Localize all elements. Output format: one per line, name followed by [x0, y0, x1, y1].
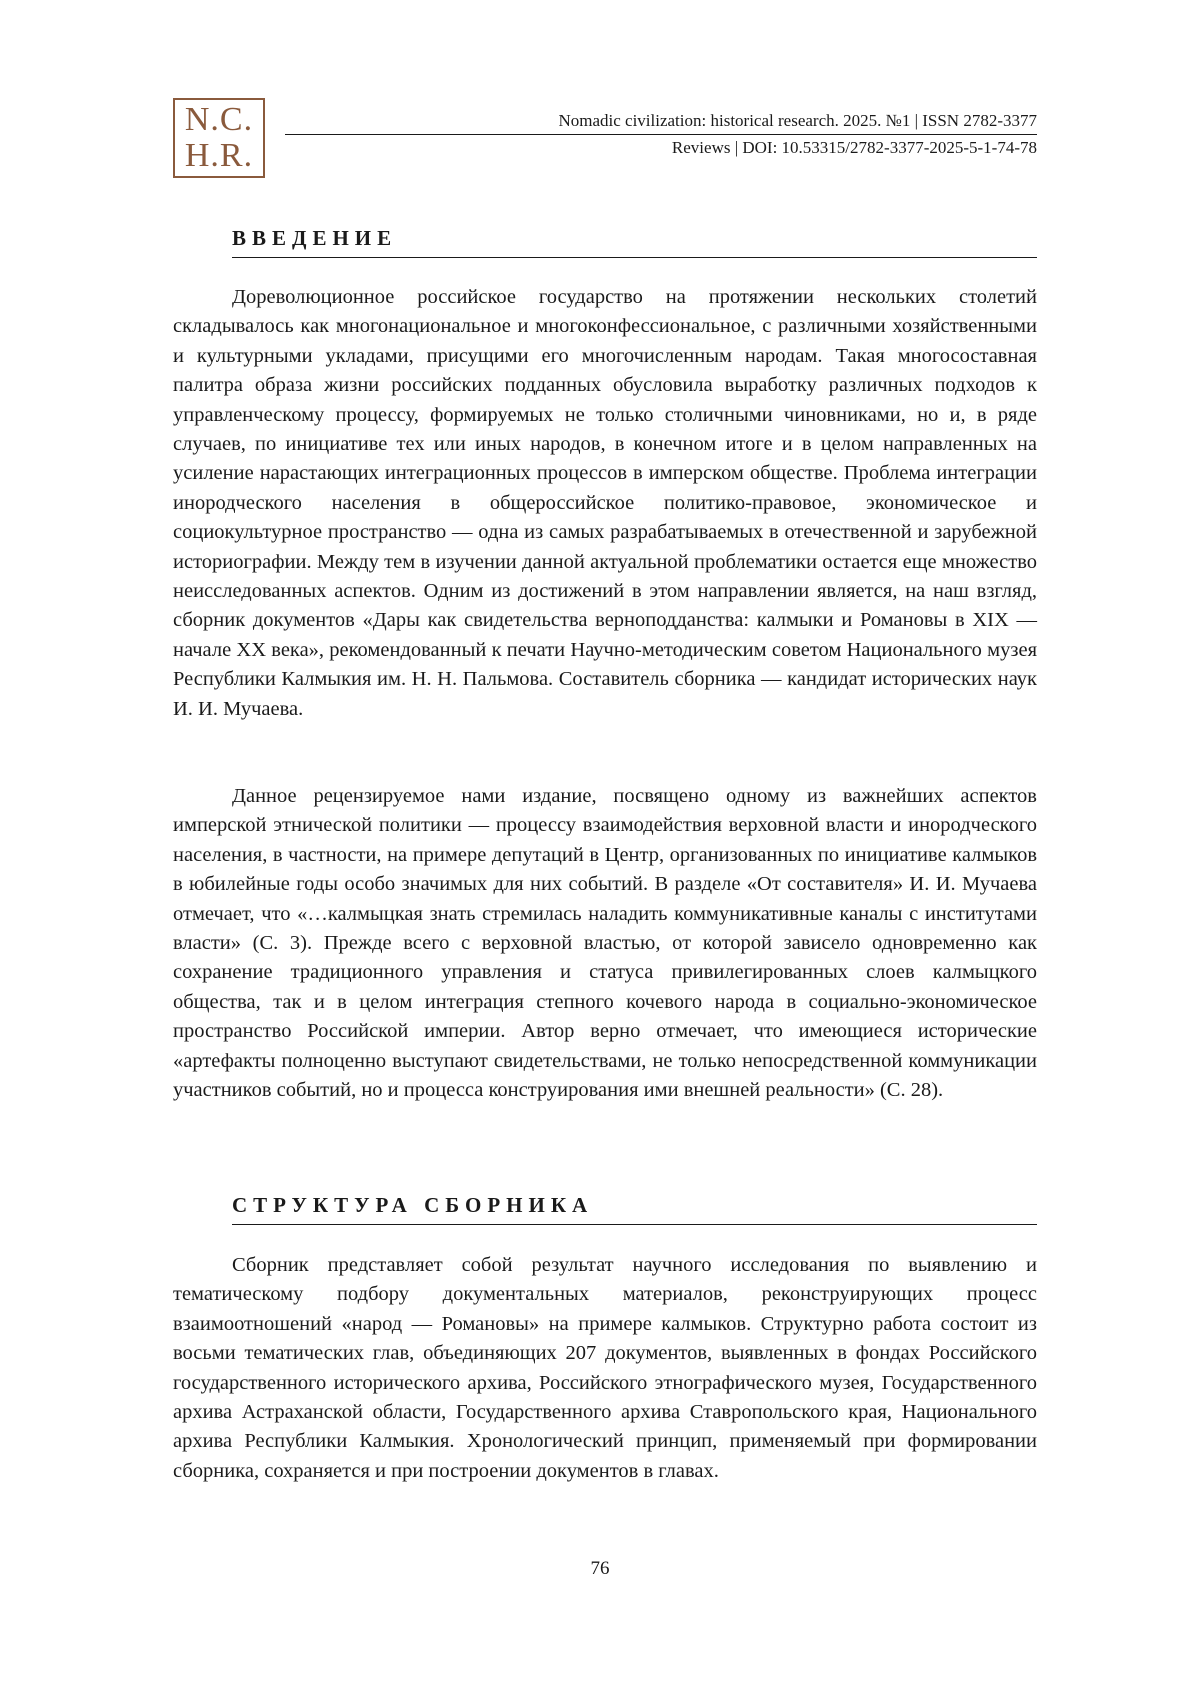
- running-header: [285, 108, 1037, 161]
- section-title-structure: СТРУКТУРА СБОРНИКА: [232, 1193, 1037, 1225]
- logo-line-2: H.R.: [184, 137, 254, 174]
- journal-logo: [173, 98, 265, 178]
- section-title-introduction: ВВЕДЕНИЕ: [232, 226, 1037, 258]
- paragraph-2: Данное рецензируемое нами издание, посвящено одному из важнейших аспектов имперской этнической политики — процессу взаимодействия верховной власти и инородческого населения, в частности, на примере депутаций в Центр, организованных по инициативе калмыков в юбилейные годы особо значимых для них событий. В разделе «От составителя» И. И. Мучаева отмечает, что «…калмыцкая знать стремилась наладить коммуникативные каналы с институтами власти» (С. 3). Прежде всего с верховной властью, от которой зависело одновременно как сохранение традиционного управления и статуса привилегированных слоев калмыцкого общества, так и в целом интеграция степного кочевого народа в социально-экономическое пространство Российской империи. Автор верно отмечает, что имеющиеся исторические «артефакты полноценно выступают свидетельствами, не только непосредственной коммуникации участников событий, но и процесса конструирования ими внешней реальности» (С. 28).: [173, 785, 1037, 1102]
- paragraph-1: Дореволюционное российское государство на протяжении нескольких столетий складывалось как многонациональное и многоконфессиональное, с различными хозяйственными и культурными укладами, присущими его многочисленным народам. Такая многосоставная палитра образа жизни российских подданных обусловила выработку различных подходов к управленческому процессу, формируемых не только столичными чиновниками, но и, в ряде случаев, по инициативе тех или иных народов, в конечном итоге и в целом направленных на усиление нарастающих интеграционных процессов в имперском обществе. Проблема интеграции инородческого населения в общероссийское политико-правовое, экономическое и социокультурное пространство — одна из самых разрабатываемых в отечественной и зарубежной историографии. Между тем в изучении данной актуальной проблематики остается еще множество неисследованных аспектов. Одним из достижений в этом направлении является, на наш взгляд, сборник документов «Дары как свидетельства верноподданства: калмыки и Романовы в XIX — начале XX века», рекомендованный к печати Научно-методическим советом Национального музея Республики Калмыкия им. Н. Н. Пальмова. Составитель сборника — кандидат исторических наук И. И. Мучаева.: [173, 286, 1037, 720]
- journal-citation: Nomadic civilization: historical research. 2025. №1 | ISSN 2782-3377: [285, 108, 1037, 135]
- doi-line: Reviews | DOI: 10.53315/2782-3377-2025-5-1-74-78: [671, 138, 1037, 157]
- logo-line-1: N.C.: [184, 101, 254, 138]
- page-number: 76: [590, 1558, 610, 1579]
- paragraph-3: Сборник представляет собой результат научного исследования по выявлению и тематическому подбору документальных материалов, реконструирующих процесс взаимоотношений «народ — Романовы» на примере калмыков. Структурно работа состоит из восьми тематических глав, объединяющих 207 документов, выявленных в фондах Российского государственного исторического архива, Российского этнографического музея, Государственного архива Астраханской области, Государственного архива Ставропольского края, Национального архива Республики Калмыкия. Хронологический принцип, применяемый при формировании сборника, сохраняется и при построении документов в главах.: [173, 1254, 1037, 1482]
